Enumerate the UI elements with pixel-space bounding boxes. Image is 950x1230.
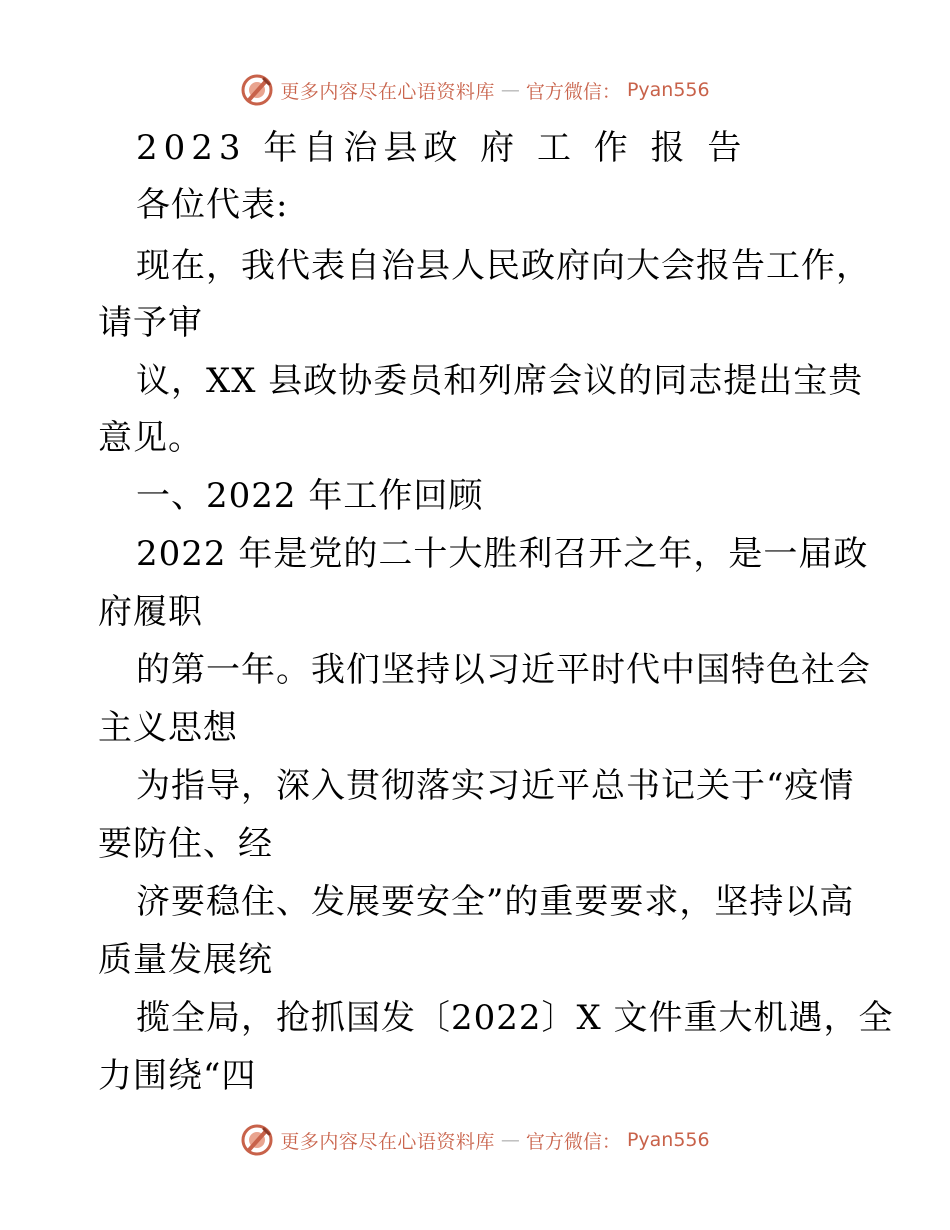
text-line: 为指导，深入贯彻落实习近平总书记关于“疫情 [136,766,855,806]
watermark-wechat-label: 官方微信： [525,80,621,103]
text-line: 揽全局，抢抓国发〔2022〕X 文件重大机遇，全 [136,998,894,1038]
header-watermark [0,68,950,112]
text-line: 现在，我代表自治县人民政府向大会报告工作， [136,246,871,286]
watermark-brand-text: 更多内容尽在心语资料库 [280,1130,495,1153]
text-line: 请予审 [98,303,203,343]
watermark-wechat-label: 官方微信： [525,1130,621,1153]
footer-watermark [0,1118,950,1162]
text-line: 的第一年。我们坚持以习近平时代中国特色社会 [136,650,871,690]
text-line: 府履职 [98,592,203,632]
text-line: 议，XX 县政协委员和列席会议的同志提出宝贵 [136,361,864,401]
text-line: 各位代表: [136,185,289,225]
watermark-wechat-id: Pyan556 [626,79,710,101]
document-title: 2023 年自治县政 府 工 作 报 告 [136,128,748,168]
text-line: 要防住、经 [98,824,273,864]
section-heading: 一、2022 年工作回顾 [136,476,484,516]
text-line: 质量发展统 [98,940,273,980]
watermark-wechat-id: Pyan556 [626,1129,710,1151]
text-line: 力围绕“四 [98,1056,257,1096]
watermark-separator: — [500,1129,520,1151]
text-line: 2022 年是党的二十大胜利召开之年，是一届政 [136,534,869,574]
watermark-separator: — [500,79,520,101]
red-pen-seal-icon [240,1123,274,1157]
red-pen-seal-icon [240,73,274,107]
text-line: 意见。 [98,418,203,458]
text-line: 主义思想 [98,708,238,748]
watermark-brand-text: 更多内容尽在心语资料库 [280,80,495,103]
text-line: 济要稳住、发展要安全”的重要要求，坚持以高 [136,882,855,922]
